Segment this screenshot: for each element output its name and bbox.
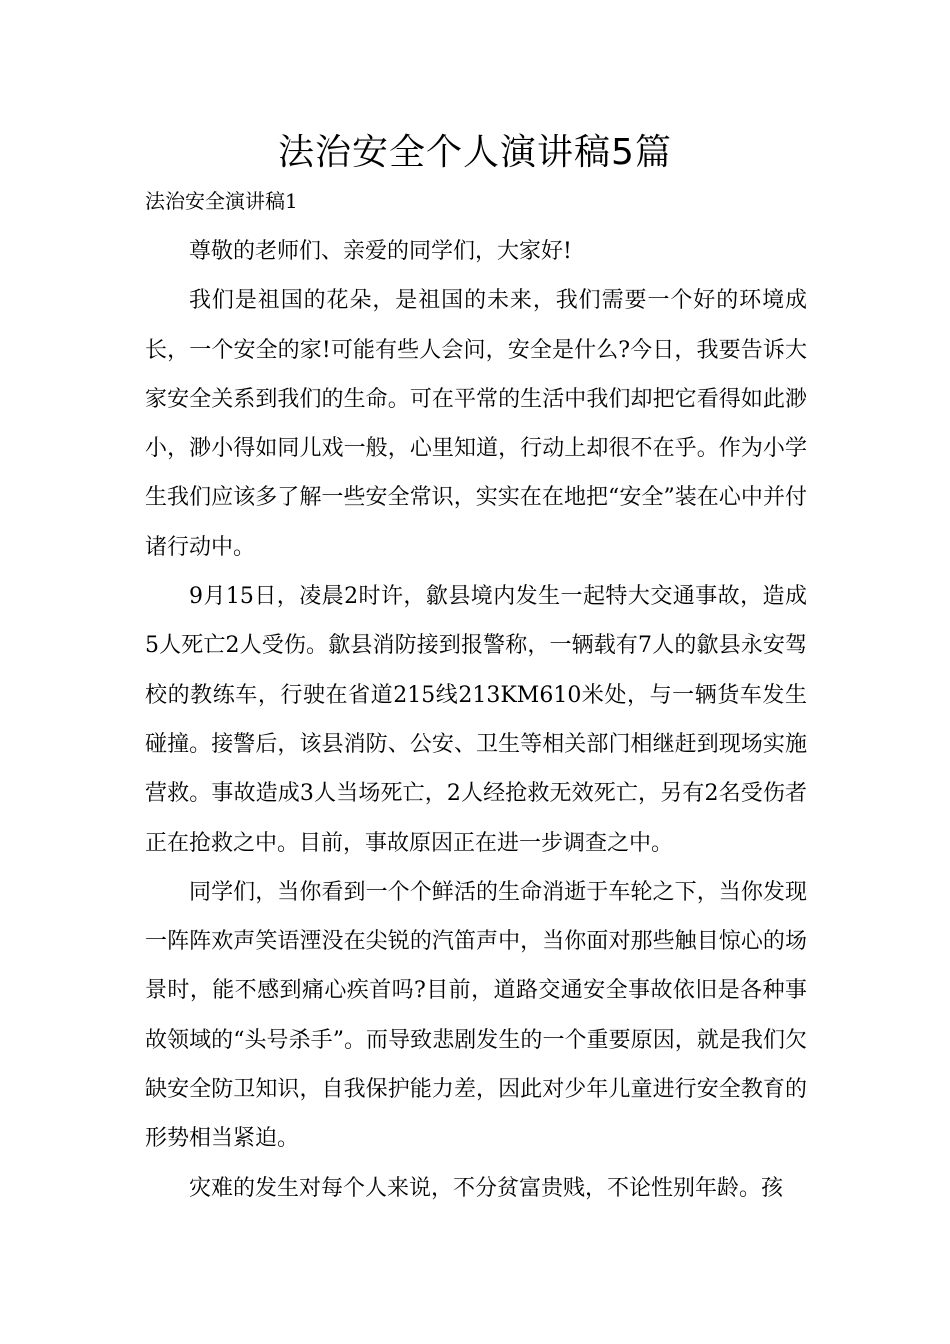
paragraph-disaster: 灾难的发生对每个人来说，不分贫富贵贱，不论性别年龄。孩	[189, 1175, 784, 1201]
section-heading: 法治安全演讲稿1	[145, 189, 298, 213]
paragraph-intro: 我们是祖国的花朵，是祖国的未来，我们需要一个好的环境成长，一个安全的家!可能有些人会问，安全是什么?今日，我要告诉大家安全关系到我们的生命。可在平常的生活中我们却把它看得如此渺小，渺小得如同儿戏一般，心里知道，行动上却很不在乎。作为小学生我们应该多了解一些安全常识，实实在在地把“安全”装在心中并付诸行动中。	[145, 288, 807, 560]
paragraph-appeal: 同学们，当你看到一个个鲜活的生命消逝于车轮之下，当你发现一阵阵欢声笑语湮没在尖锐的汽笛声中，当你面对那些触目惊心的场景时，能不感到痛心疾首吗?目前，道路交通安全事故依旧是各种事故领域的“头号杀手”。而导致悲剧发生的一个重要原因，就是我们欠缺安全防卫知识，自我保护能力差，因此对少年儿童进行安全教育的形势相当紧迫。	[145, 879, 807, 1152]
paragraph-accident: 9月15日，凌晨2时许，歙县境内发生一起特大交通事故，造成5人死亡2人受伤。歙县消防接到报警称，一辆载有7人的歙县永安驾校的教练车，行驶在省道215线213KM610米处，与一辆货车发生碰撞。接警后，该县消防、公安、卫生等相关部门相继赶到现场实施营救。事故造成3人当场死亡，2人经抢救无效死亡，另有2名受伤者正在抢救之中。目前，事故原因正在进一步调查之中。	[145, 584, 807, 856]
document-body	[145, 227, 807, 1213]
paragraph-greeting: 尊敬的老师们、亲爱的同学们，大家好!	[189, 239, 572, 264]
document-title: 法治安全个人演讲稿5篇	[278, 132, 672, 173]
